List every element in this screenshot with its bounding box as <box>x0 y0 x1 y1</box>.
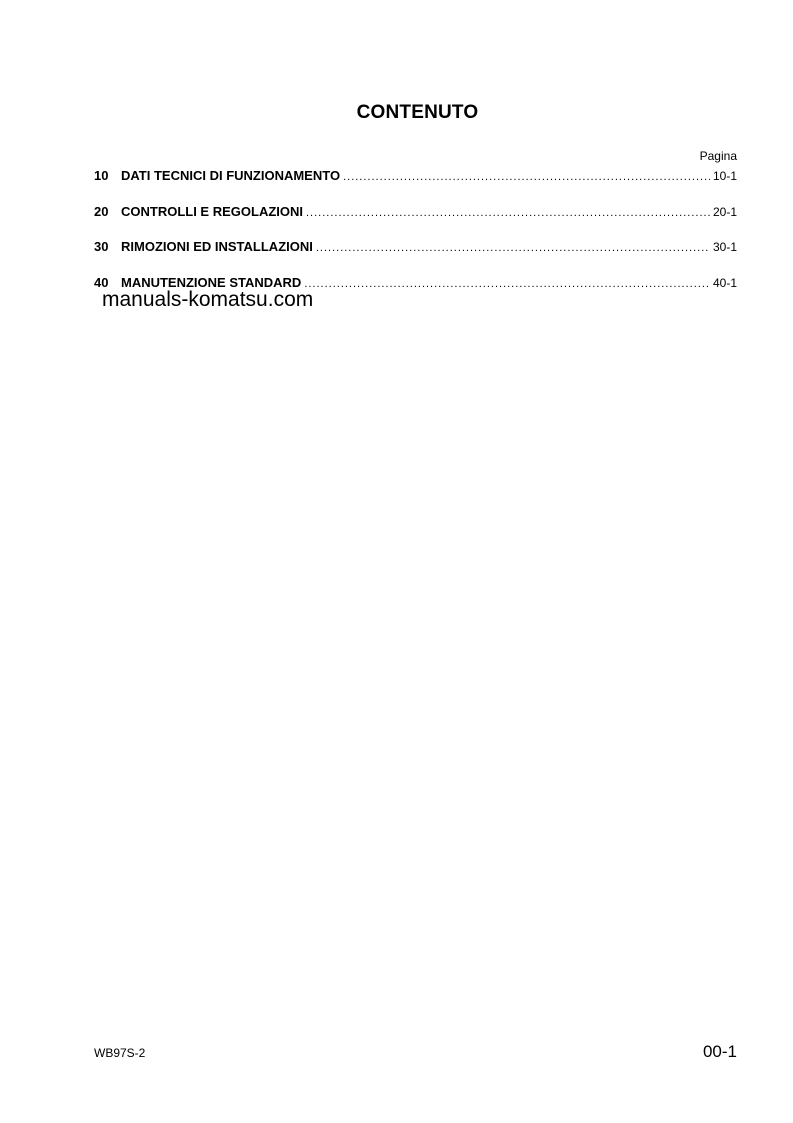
toc-entry-page: 30-1 <box>712 240 737 255</box>
watermark-text: manuals-komatsu.com <box>102 288 314 311</box>
footer-page-number: 00-1 <box>702 1042 737 1061</box>
toc-entry-page: 20-1 <box>712 204 737 219</box>
toc-entry-20[interactable] <box>94 204 737 222</box>
toc-entry-10[interactable] <box>94 168 737 186</box>
footer-model: WB97S-2 <box>94 1046 146 1060</box>
toc-entry-title: RIMOZIONI ED INSTALLAZIONI <box>121 239 313 255</box>
toc-entry-number: 20 <box>94 203 109 219</box>
toc-leader-dots <box>343 171 710 183</box>
toc-entry-title: CONTROLLI E REGOLAZIONI <box>121 203 303 219</box>
toc-entry-page: 10-1 <box>712 169 737 183</box>
toc-entry-title: MANUTENZIONE STANDARD <box>121 275 302 291</box>
toc-leader-dots <box>316 242 710 254</box>
toc-entry-number: 40 <box>94 275 109 291</box>
page-column-header: Pagina <box>699 149 737 163</box>
toc-entry-number: 10 <box>94 168 109 183</box>
toc-entry-page: 40-1 <box>712 276 737 291</box>
toc-entry-title: DATI TECNICI DI FUNZIONAMENTO <box>121 168 341 183</box>
toc-entry-30[interactable] <box>94 239 737 257</box>
toc-leader-dots <box>306 207 710 219</box>
page-title: CONTENUTO <box>356 102 479 123</box>
toc-entry-number: 30 <box>94 239 109 255</box>
toc-leader-dots <box>304 278 710 290</box>
